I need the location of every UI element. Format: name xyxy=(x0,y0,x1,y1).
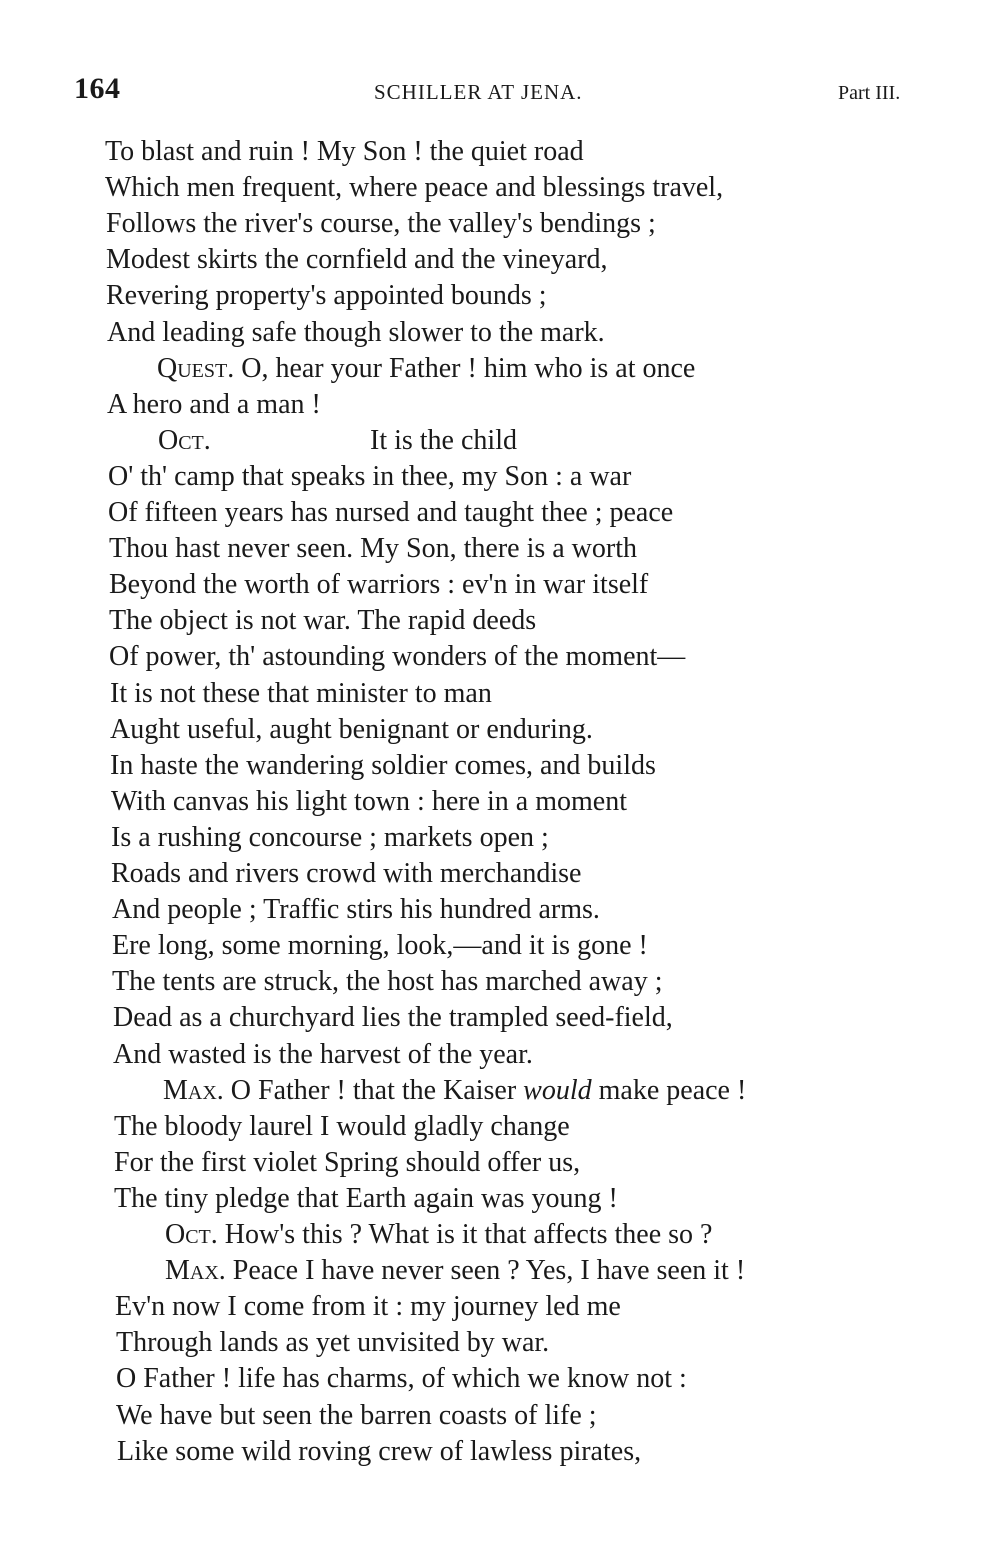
speaker-name: Max. xyxy=(165,1255,226,1286)
poem-line: Thou hast never seen. My Son, there is a worth xyxy=(109,533,637,564)
poem-line: A hero and a man ! xyxy=(107,389,321,420)
poem-line: Beyond the worth of warriors : ev'n in war itself xyxy=(109,569,649,600)
speech-text: O Father ! that the Kaiser xyxy=(223,1075,524,1106)
speech-text: How's this ? What is it that affects thee so ? xyxy=(217,1219,713,1250)
page-number: 164 xyxy=(74,72,121,105)
poem-line: Is a rushing concourse ; markets open ; xyxy=(111,822,549,853)
poem-line: And wasted is the harvest of the year. xyxy=(113,1039,533,1070)
poem-line: The bloody laurel I would gladly change xyxy=(114,1111,570,1142)
poem-line: The tiny pledge that Earth again was young ! xyxy=(114,1183,618,1214)
poem-line: We have but seen the barren coasts of life ; xyxy=(116,1400,597,1431)
page-header xyxy=(0,72,1000,112)
speaker-name: Oct. xyxy=(165,1219,218,1250)
speech-text: Peace I have never seen ? Yes, I have seen it ! xyxy=(225,1255,746,1286)
part-label: Part III. xyxy=(838,82,901,104)
poem-line: O' th' camp that speaks in thee, my Son : a war xyxy=(108,461,632,492)
speech-text: It is the child xyxy=(370,425,517,456)
poem-line xyxy=(158,425,517,456)
poem-line: Dead as a churchyard lies the trampled seed-field, xyxy=(113,1002,673,1033)
poem-line: Which men frequent, where peace and blessings travel, xyxy=(105,172,724,203)
running-title: SCHILLER AT JENA. xyxy=(374,80,583,104)
poem-line: It is not these that minister to man xyxy=(110,678,492,709)
poem-line: Of fifteen years has nursed and taught thee ; peace xyxy=(108,497,674,528)
poem-line: In haste the wandering soldier comes, and builds xyxy=(110,750,656,781)
speaker-name: Oct. xyxy=(158,425,211,456)
poem-line: To blast and ruin ! My Son ! the quiet road xyxy=(105,136,584,167)
poem-line: The tents are struck, the host has marched away ; xyxy=(112,966,663,997)
poem-line xyxy=(157,355,695,383)
poem-line: Ere long, some morning, look,—and it is gone ! xyxy=(112,930,648,961)
poem-line: Aught useful, aught benignant or enduring. xyxy=(110,714,593,745)
poem-line xyxy=(163,1077,746,1105)
poem-line: Roads and rivers crowd with merchandise xyxy=(111,858,582,889)
poem-line: With canvas his light town : here in a moment xyxy=(111,786,627,817)
speech-text-after: make peace ! xyxy=(591,1075,747,1106)
speech-text: O, hear your Father ! him who is at once xyxy=(234,353,696,384)
poem-line: Follows the river's course, the valley's bendings ; xyxy=(106,208,656,239)
poem-line: Of power, th' astounding wonders of the moment— xyxy=(109,641,686,672)
poem-line xyxy=(165,1221,712,1249)
poem-line: For the first violet Spring should offer us, xyxy=(114,1147,581,1178)
emphasized-word: would xyxy=(523,1075,592,1106)
poem-line: O Father ! life has charms, of which we know not : xyxy=(116,1363,687,1394)
poem-line: And people ; Traffic stirs his hundred arms. xyxy=(112,894,600,925)
speaker-name: Quest. xyxy=(157,353,235,384)
poem-line: Revering property's appointed bounds ; xyxy=(106,280,547,311)
poem-line: The object is not war. The rapid deeds xyxy=(109,605,537,636)
poem-line xyxy=(165,1257,745,1285)
poem-line: Through lands as yet unvisited by war. xyxy=(116,1327,550,1358)
speaker-name: Max. xyxy=(163,1075,224,1106)
poem-line: Modest skirts the cornfield and the vineyard, xyxy=(106,244,608,275)
poem-line: Like some wild roving crew of lawless pirates, xyxy=(117,1436,642,1467)
poem-line: Ev'n now I come from it : my journey led me xyxy=(115,1291,621,1322)
poem-line: And leading safe though slower to the mark. xyxy=(107,317,605,348)
